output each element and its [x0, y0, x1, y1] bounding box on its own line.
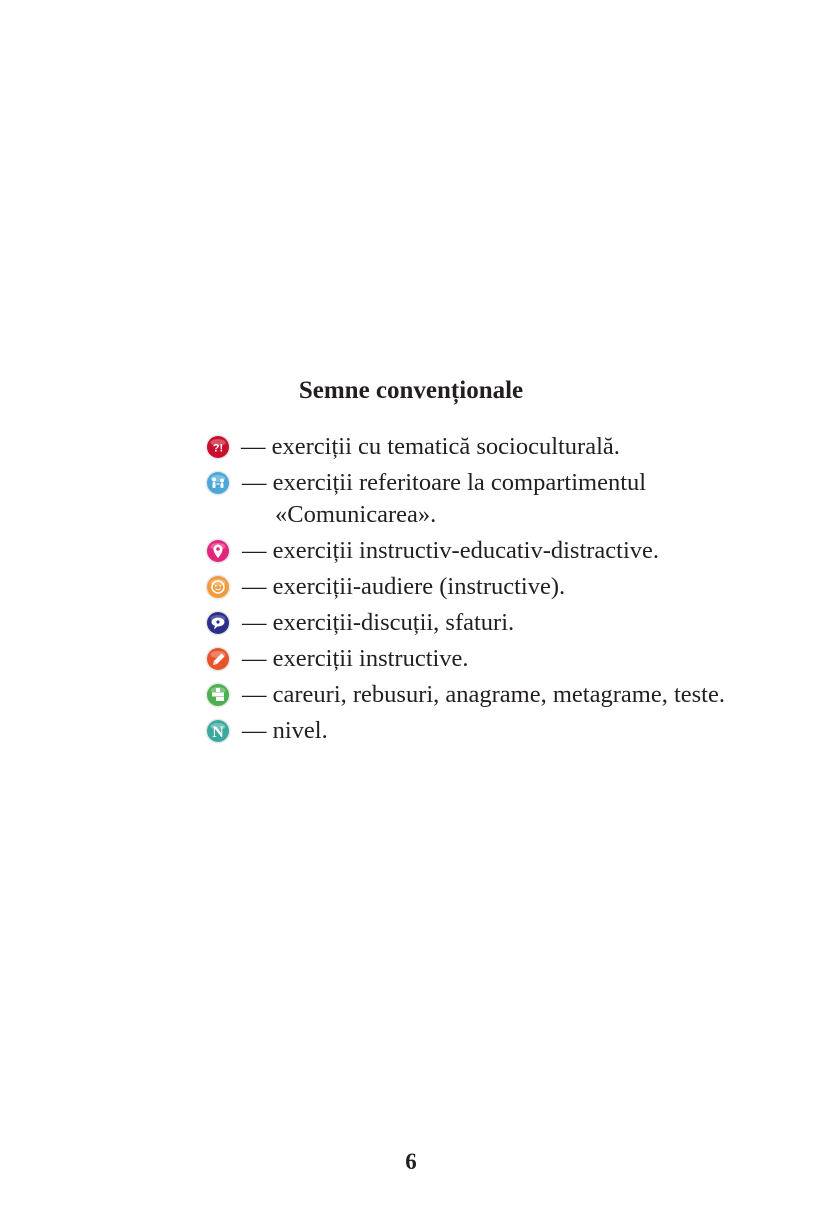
legend-item-level [205, 715, 765, 747]
legend-item-socio-cultural [205, 431, 765, 463]
svg-text:N: N [212, 724, 224, 741]
communication-icon [205, 470, 231, 496]
legend-item-communication [205, 467, 765, 531]
legend-list [205, 431, 765, 751]
socio-cultural-icon [205, 434, 231, 460]
legend-item-location-pin [205, 535, 765, 567]
discussion-icon [205, 610, 231, 636]
legend-item-listening [205, 571, 765, 603]
legend-text: — nivel. [242, 717, 328, 744]
puzzle-icon [205, 682, 231, 708]
pencil-icon [205, 646, 231, 672]
legend-text: — exerciții-audiere (instructive). [242, 573, 566, 600]
legend-text: — exerciții cu tematică socioculturală. [241, 433, 620, 460]
legend-text: — exerciții instructive. [242, 645, 469, 672]
svg-text:?!: ?! [212, 442, 224, 455]
legend-text: — exerciții-discuții, sfaturi. [242, 609, 515, 636]
legend-item-puzzle [205, 679, 765, 711]
legend-text: — exerciții referitoare la compartimentul «Comunicarea». [242, 469, 647, 528]
legend-text: — careuri, rebusuri, anagrame, metagrame, teste. [242, 681, 725, 708]
page-title: Semne convenționale [298, 377, 524, 404]
level-icon [205, 718, 231, 744]
legend-item-pencil [205, 643, 765, 675]
legend-item-discussion [205, 607, 765, 639]
listening-icon [205, 574, 231, 600]
legend-text: — exerciții instructiv-educativ-distractive. [242, 537, 660, 564]
location-pin-icon [205, 538, 231, 564]
page-number: 6 [405, 1149, 417, 1174]
